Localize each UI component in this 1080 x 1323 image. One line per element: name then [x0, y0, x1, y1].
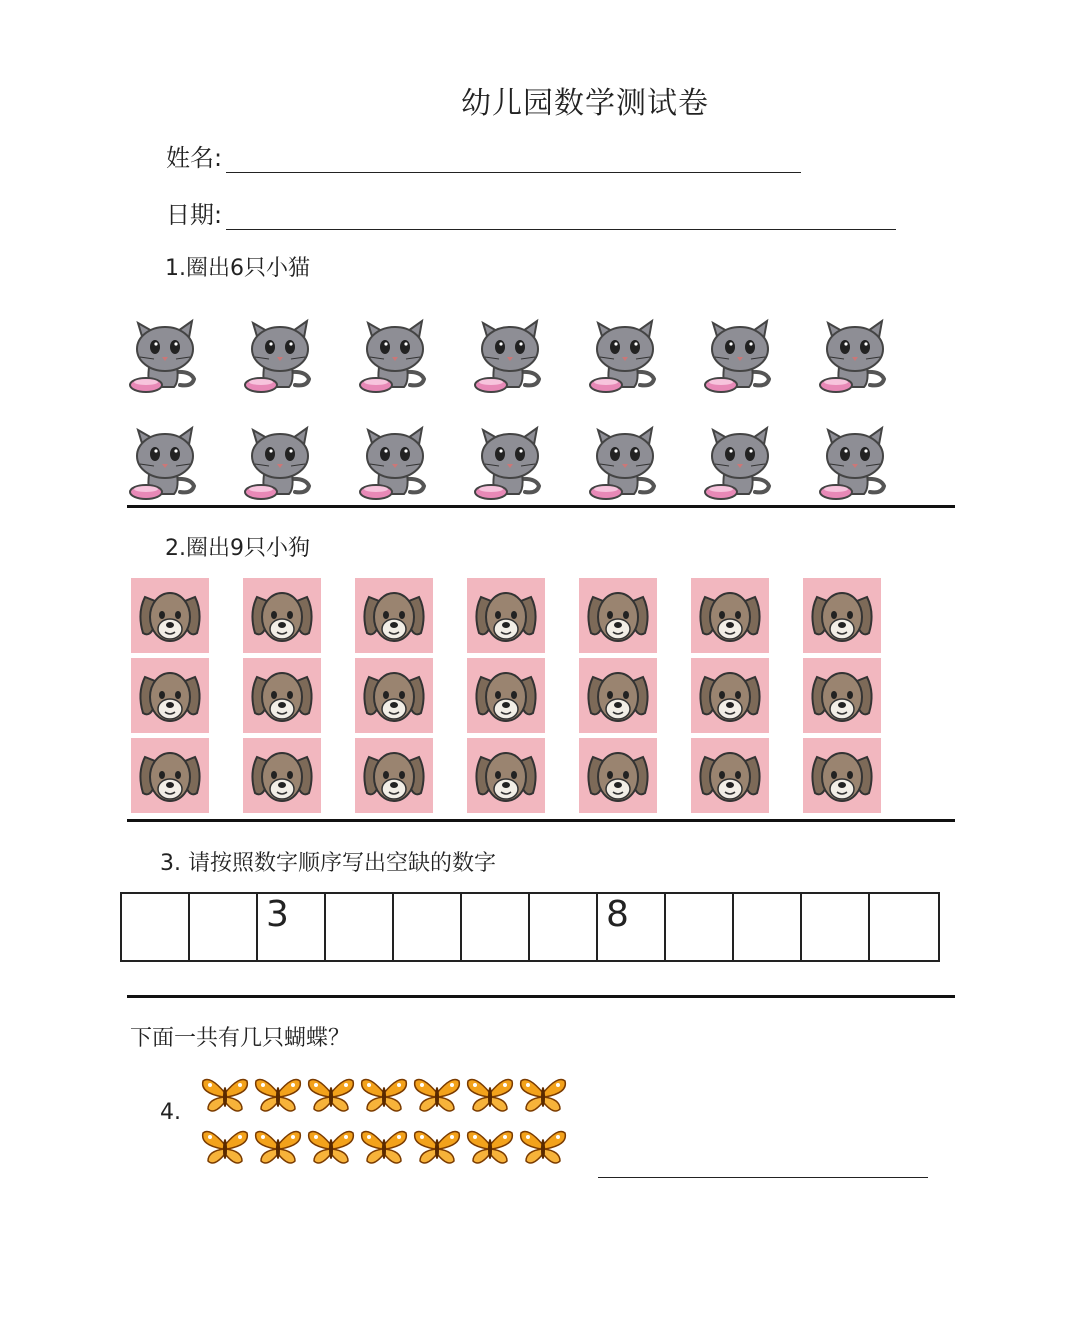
cat-with-bowl-icon [358, 313, 436, 395]
dog-face-icon [803, 578, 881, 653]
dog-face-icon [355, 738, 433, 813]
cat-with-bowl-icon [818, 313, 896, 395]
butterfly-grid [200, 1073, 568, 1169]
date-field[interactable] [166, 195, 896, 230]
dog-face-icon [131, 658, 209, 733]
divider [127, 505, 955, 508]
date-blank-line[interactable] [226, 207, 896, 230]
number-cell-8[interactable]: 8 [598, 894, 666, 960]
divider [127, 995, 955, 998]
cat-with-bowl-icon [128, 313, 206, 395]
butterfly-icon [359, 1125, 409, 1169]
cat-with-bowl-icon [473, 313, 551, 395]
number-cell-6[interactable] [462, 894, 530, 960]
cat-with-bowl-icon [243, 420, 321, 502]
dog-face-icon [579, 658, 657, 733]
cat-with-bowl-icon [588, 313, 666, 395]
divider [127, 819, 955, 822]
butterfly-icon [200, 1125, 250, 1169]
name-label: 姓名: [166, 144, 223, 172]
dog-face-icon [243, 738, 321, 813]
cat-with-bowl-icon [818, 420, 896, 502]
cat-with-bowl-icon [358, 420, 436, 502]
dog-face-icon [691, 578, 769, 653]
butterfly-icon [200, 1073, 250, 1117]
butterfly-icon [306, 1073, 356, 1117]
butterfly-icon [412, 1125, 462, 1169]
dog-face-icon [579, 578, 657, 653]
butterfly-icon [518, 1073, 568, 1117]
dog-face-icon [243, 658, 321, 733]
butterfly-icon [253, 1125, 303, 1169]
number-cell-1[interactable] [122, 894, 190, 960]
butterfly-icon [518, 1125, 568, 1169]
butterfly-icon [412, 1073, 462, 1117]
dog-face-icon [803, 658, 881, 733]
number-cell-11[interactable] [802, 894, 870, 960]
name-field[interactable] [166, 138, 801, 173]
butterfly-icon [306, 1125, 356, 1169]
dog-face-icon [579, 738, 657, 813]
answer-blank-line[interactable] [598, 1177, 928, 1178]
dog-face-icon [467, 578, 545, 653]
butterfly-icon [465, 1125, 515, 1169]
cat-with-bowl-icon [243, 313, 321, 395]
dog-face-icon [131, 578, 209, 653]
question-1-label: 1.圈出6只小猫 [165, 256, 310, 281]
dog-face-icon [355, 658, 433, 733]
number-cell-2[interactable] [190, 894, 258, 960]
butterfly-icon [253, 1073, 303, 1117]
butterfly-icon [465, 1073, 515, 1117]
question-2-label: 2.圈出9只小狗 [165, 536, 310, 561]
dog-face-icon [467, 738, 545, 813]
number-cell-10[interactable] [734, 894, 802, 960]
dog-face-icon [803, 738, 881, 813]
cat-grid [128, 313, 896, 502]
dog-face-icon [691, 658, 769, 733]
number-cell-7[interactable] [530, 894, 598, 960]
number-cell-4[interactable] [326, 894, 394, 960]
cat-with-bowl-icon [703, 313, 781, 395]
dog-face-icon [467, 658, 545, 733]
name-blank-line[interactable] [226, 150, 801, 173]
question-4-prompt: 下面一共有几只蝴蝶？ [130, 1026, 351, 1051]
cat-with-bowl-icon [473, 420, 551, 502]
number-cell-12[interactable] [870, 894, 938, 960]
dog-grid [131, 578, 881, 813]
cat-with-bowl-icon [128, 420, 206, 502]
dog-face-icon [243, 578, 321, 653]
number-cell-5[interactable] [394, 894, 462, 960]
dog-face-icon [691, 738, 769, 813]
cat-with-bowl-icon [588, 420, 666, 502]
page-title: 幼儿园数学测试卷 [461, 86, 709, 121]
number-cell-3[interactable]: 3 [258, 894, 326, 960]
cat-with-bowl-icon [703, 420, 781, 502]
dog-face-icon [131, 738, 209, 813]
question-3-label: 3. 请按照数字顺序写出空缺的数字 [160, 851, 496, 876]
butterfly-icon [359, 1073, 409, 1117]
date-label: 日期: [166, 201, 223, 229]
number-cell-9[interactable] [666, 894, 734, 960]
number-sequence-boxes [120, 892, 940, 962]
dog-face-icon [355, 578, 433, 653]
question-4-number: 4. [160, 1100, 181, 1125]
